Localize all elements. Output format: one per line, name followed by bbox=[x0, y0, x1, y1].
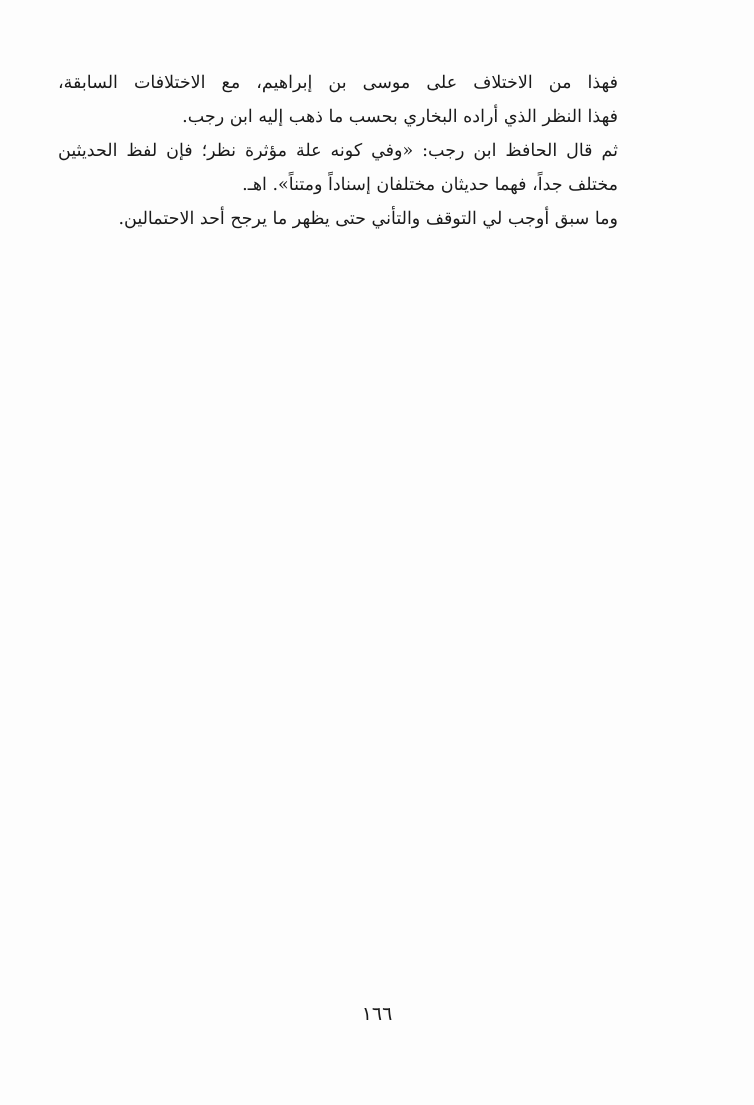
body-text bbox=[58, 66, 618, 236]
paragraph-2-line-1: ثم قال الحافظ ابن رجب: «وفي كونه علة مؤثرة نظر؛ فإن لفظ الحديثين bbox=[58, 141, 618, 161]
paragraph-2-line-2: مختلف جداً، فهما حديثان مختلفان إسناداً ومتناً». اهـ. bbox=[242, 175, 618, 195]
paragraph-3-line-1: وما سبق أوجب لي التوقف والتأني حتى يظهر ما يرجح أحد الاحتمالين. bbox=[118, 209, 618, 229]
page-number: ١٦٦ bbox=[361, 1003, 393, 1025]
paragraph-1-line-2: فهذا النظر الذي أراده البخاري بحسب ما ذهب إليه ابن رجب. bbox=[182, 107, 618, 127]
paragraph-1-line-1: فهذا من الاختلاف على موسى بن إبراهيم، مع الاختلافات السابقة، bbox=[58, 73, 618, 93]
